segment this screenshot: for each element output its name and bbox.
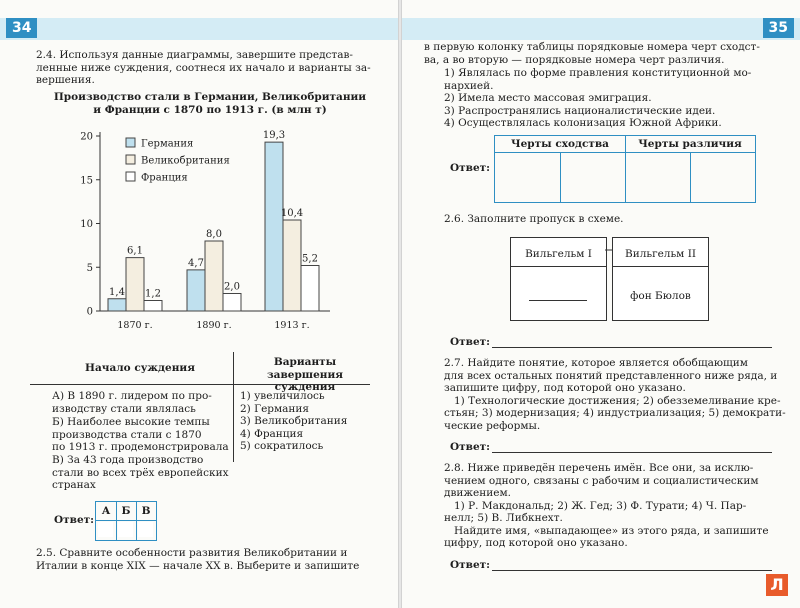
legend-label: Германия (141, 138, 194, 150)
bar-value-label: 2,0 (224, 281, 240, 293)
answer-line-2-6[interactable] (492, 347, 772, 348)
bar-value-label: 10,4 (280, 208, 304, 219)
task-2-8-text: 2.8. Ниже приведён перечень имён. Все они, за исклю- чением одного, связаны с рабочим и социалистическим движением. 1) Р. Макдональд; 2) Ж. Гед; 3) Ф. Турати; 4) Ч. Пар- нелл; 5) В. Либкнехт. Найдите имя, «выпадающее» из этого ряда, и запишите цифру, под которой оно указано. (444, 462, 769, 549)
answer-label-2-5: Ответ: (450, 162, 491, 174)
bar-Франция-1913 г. (301, 266, 319, 312)
options-list: 1) увеличилось 2) Германия 3) Великобритания 4) Франция 5) сократилось (240, 390, 348, 452)
answer-label-2-4: Ответ: (54, 514, 95, 526)
bar-Великобритания-1913 г. (283, 220, 301, 311)
y-tick-label: 15 (80, 175, 93, 187)
beginning-a: А) В 1890 г. лидером по про- изводству стали являлась (52, 390, 212, 415)
scheme-blank[interactable] (529, 300, 587, 301)
bar-value-label: 5,2 (302, 253, 318, 265)
legend-swatch (126, 155, 135, 164)
answer-cell-b: Б (121, 505, 131, 517)
answer-input-b[interactable] (118, 522, 133, 537)
bar-Великобритания-1890 г. (205, 241, 223, 311)
y-tick-label: 20 (80, 131, 93, 143)
page-number: 35 (763, 18, 794, 38)
page-number: 34 (6, 18, 37, 38)
table-divider (30, 384, 370, 385)
bar-value-label: 1,4 (109, 286, 125, 298)
category-label: 1890 г. (196, 320, 232, 331)
features-list: 1) Являлась по форме правления конституционной мо- нархией. 2) Имела место массовая эмиграция. 3) Распространялись националистические идеи. 4) Осуществлялась колонизация Южной Африки. (444, 67, 752, 129)
table-column-divider (233, 352, 234, 462)
answer-line-2-8[interactable] (492, 570, 772, 571)
task-2-5-continuation: в первую колонку таблицы порядковые номера черт сходст- ва, а во вторую — порядковые номера черт различия. (424, 41, 760, 66)
task-2-7-text: 2.7. Найдите понятие, которое является обобщающим для всех остальных понятий представленного ниже ряда, и запишите цифру, под которой оно указано. 1) Технологические достижения; 2) обезземеливание кре- стьян; 3) модернизация; 4) индустриализация; 5) демократи- ческие реформы. (444, 357, 786, 432)
bar-Франция-1890 г. (223, 294, 241, 312)
beginning-v: В) За 43 года производство стали во всех трёх европейских странах (52, 454, 229, 491)
right-page (402, 0, 800, 608)
y-tick-label: 5 (86, 262, 93, 274)
publisher-logo: Л (766, 574, 788, 596)
difference-input-2[interactable] (692, 154, 752, 200)
bar-value-label: 8,0 (206, 229, 222, 240)
scheme-box-2: Вильгельм II фон Бюлов (612, 237, 709, 321)
similarity-header: Черты сходства (511, 138, 609, 150)
header-bar (0, 18, 398, 40)
category-label: 1870 г. (117, 320, 153, 331)
legend-swatch (126, 172, 135, 181)
bar-Германия-1890 г. (187, 270, 205, 311)
answer-label-2-8: Ответ: (450, 559, 491, 571)
table-header-left: Начало суждения (85, 362, 195, 374)
bar-Германия-1870 г. (108, 299, 126, 311)
bar-value-label: 1,2 (145, 288, 161, 300)
header-bar (402, 18, 800, 40)
legend-label: Франция (141, 172, 188, 184)
difference-input-1[interactable] (627, 154, 687, 200)
steel-production-chart (70, 128, 340, 333)
y-tick-label: 10 (80, 219, 93, 230)
answer-grid-2-4 (95, 501, 157, 541)
answer-table-2-5 (494, 135, 756, 203)
bar-Франция-1870 г. (144, 301, 162, 312)
bar-value-label: 4,7 (188, 257, 204, 269)
beginning-b: Б) Наиболее высокие темпы производства стали с 1870 по 1913 г. продемонстрировала (52, 416, 229, 453)
bar-Германия-1913 г. (265, 142, 283, 311)
left-page (0, 0, 398, 608)
y-tick-label: 0 (86, 306, 93, 318)
judgement-table (30, 352, 370, 491)
answer-input-v[interactable] (138, 522, 153, 537)
answer-line-2-7[interactable] (492, 452, 772, 453)
legend-swatch (126, 138, 135, 147)
scheme-box-1: Вильгельм I (510, 237, 607, 321)
difference-header: Черты различия (638, 138, 742, 150)
chart-title: Производство стали в Германии, Великобритании и Франции с 1870 по 1913 г. (в млн т) (53, 91, 367, 116)
bar-Великобритания-1870 г. (126, 258, 144, 311)
category-label: 1913 г. (274, 320, 310, 331)
task-2-4-intro: 2.4. Используя данные диаграммы, завершите представ- ленные ниже суждения, соотнеся их начало и варианты за- вершения. (36, 49, 371, 86)
similarity-input-2[interactable] (562, 154, 622, 200)
answer-cell-a: А (101, 505, 111, 517)
table-header-right: Варианты завершения суждения (266, 356, 344, 393)
task-2-5-text: 2.5. Сравните особенности развития Великобритании и Италии в конце XIX — начале XX в. Выберите и запишите (36, 547, 360, 572)
answer-input-a[interactable] (98, 522, 113, 537)
answer-label-2-6: Ответ: (450, 336, 491, 348)
similarity-input-1[interactable] (497, 154, 557, 200)
legend-label: Великобритания (141, 155, 230, 167)
answer-cell-v: В (141, 505, 151, 517)
answer-label-2-7: Ответ: (450, 441, 491, 453)
bar-value-label: 6,1 (127, 245, 143, 257)
bar-value-label: 19,3 (262, 130, 286, 142)
task-2-6-text: 2.6. Заполните пропуск в схеме. (444, 213, 624, 225)
